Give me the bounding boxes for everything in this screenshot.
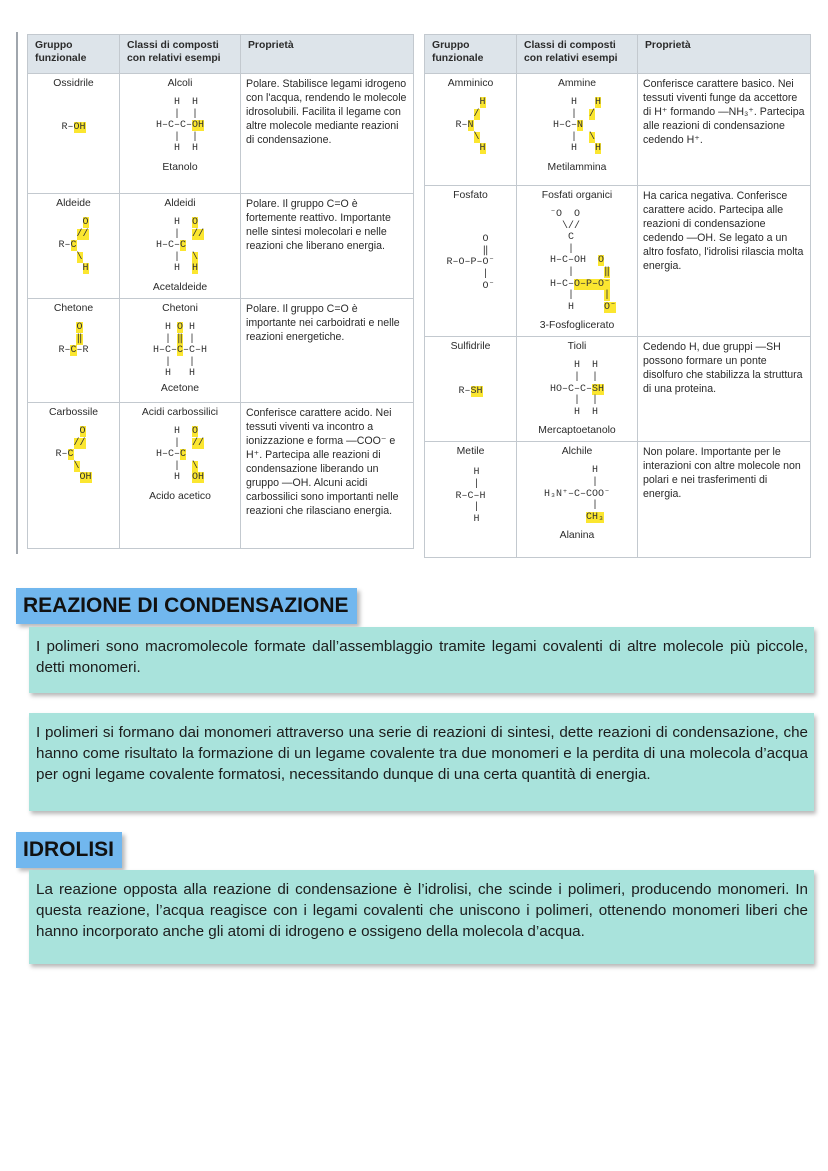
example-structure-acetaldeide: H O | // H–C–C | \ H H bbox=[155, 217, 205, 275]
group-cell bbox=[425, 337, 517, 442]
property-cell: Polare. Il gruppo C=O è importante nei carboidrati e nelle reazioni energetiche. bbox=[241, 298, 414, 402]
class-name: Alchile bbox=[561, 446, 593, 458]
class-cell bbox=[120, 74, 241, 194]
group-cell bbox=[28, 298, 120, 402]
group-name: Ossidrile bbox=[53, 78, 94, 89]
table-header-row bbox=[28, 35, 414, 74]
left-margin-rule bbox=[16, 32, 18, 554]
example-structure-alanina: H | H₃N⁺–C–COO⁻ | CH₃ bbox=[543, 465, 611, 523]
property-cell: Polare. Stabilisce legami idrogeno con l'acqua, rendendo le molecole idrosolubili. Facilita il legame con altre molecole mediante reazioni di condensazione. bbox=[241, 74, 414, 194]
table-row bbox=[28, 194, 414, 299]
class-cell bbox=[120, 402, 241, 548]
paragraph-condensazione: I polimeri si formano dai monomeri attraverso una serie di reazioni di sintesi, dette reazioni di condensazione, che hanno come risultato la formazione di un legame covalente tra due monomeri e la perdita di una molecola d’acqua per ogni legame covalente formatosi, necessitando dunque di una certa quantità di energia. bbox=[29, 713, 814, 811]
group-structure-ossidrile: R–OH bbox=[61, 122, 86, 134]
class-cell bbox=[517, 337, 638, 442]
group-structure-chetone: O ‖ R–C–R bbox=[58, 321, 89, 357]
group-name: Chetone bbox=[53, 302, 94, 314]
example-structure-mercaptoetanolo: H H | | HO–C–C–SH | | H H bbox=[549, 360, 605, 418]
table-row bbox=[425, 442, 811, 558]
group-structure-aldeide: O // R–C \ H bbox=[58, 217, 89, 275]
group-structure-amminico: H / R–N \ H bbox=[455, 97, 486, 155]
group-cell bbox=[425, 442, 517, 558]
table-row bbox=[28, 74, 414, 194]
group-name: Metile bbox=[456, 446, 485, 458]
class-cell bbox=[120, 298, 241, 402]
property-cell: Conferisce carattere basico. Nei tessuti viventi funge da accettore di H⁺ formando —NH₃⁺. Partecipa alle reazioni di condensazione cedendo H⁺. bbox=[638, 74, 811, 186]
group-name: Fosfato bbox=[453, 190, 488, 201]
table-row bbox=[425, 337, 811, 442]
section-title-condensazione: REAZIONE DI CONDENSAZIONE bbox=[16, 588, 357, 624]
property-cell: Cedendo H, due gruppi —SH possono formare un ponte disolfuro che stabilizza la struttura di una proteina. bbox=[638, 337, 811, 442]
table-row bbox=[28, 402, 414, 548]
example-structure-etanolo: H H | | H–C–C–OH | | H H bbox=[155, 97, 205, 155]
example-name: Acetone bbox=[160, 382, 200, 394]
class-cell bbox=[517, 74, 638, 186]
header-gruppo: Gruppo funzionale bbox=[425, 35, 517, 74]
class-name: Chetoni bbox=[162, 302, 198, 314]
group-name: Sulfidrile bbox=[450, 341, 491, 353]
group-structure-sulfidrile: R–SH bbox=[458, 385, 483, 397]
section-title-idrolisi: IDROLISI bbox=[16, 832, 122, 868]
property-cell: Polare. Il gruppo C=O è fortemente reattivo. Importante nelle sintesi molecolari e nelle reazioni che liberano energia. bbox=[241, 194, 414, 299]
property-cell: Conferisce carattere acido. Nei tessuti viventi va incontro a ionizzazione e forma —COO⁻ e H⁺. Partecipa alle reazioni di condensazione liberando un gruppo —OH. Alcuni acidi carbossilici sono importanti nelle reazioni che rilasciano energia. bbox=[241, 402, 414, 548]
class-name: Acidi carbossilici bbox=[141, 406, 219, 418]
table-header-row bbox=[425, 35, 811, 74]
example-name: Mercaptoetanolo bbox=[538, 425, 616, 437]
functional-groups-table-left bbox=[27, 34, 414, 549]
property-cell: Ha carica negativa. Conferisce carattere acido. Partecipa alle reazioni di condensazione cedendo —OH. Se legato a un altro fosfato, l'idrolisi rilascia molta energia. bbox=[638, 186, 811, 337]
group-name: Amminico bbox=[447, 78, 494, 89]
header-classi: Classi di composti con relativi esempi bbox=[517, 35, 638, 74]
header-proprieta: Proprietà bbox=[638, 35, 811, 74]
header-proprieta: Proprietà bbox=[241, 35, 414, 74]
group-cell bbox=[28, 74, 120, 194]
header-classi: Classi di composti con relativi esempi bbox=[120, 35, 241, 74]
table-row bbox=[28, 298, 414, 402]
header-gruppo: Gruppo funzionale bbox=[28, 35, 120, 74]
example-name: Metilammina bbox=[547, 161, 607, 173]
example-name: 3-Fosfoglicerato bbox=[539, 320, 615, 332]
example-name: Alanina bbox=[559, 530, 595, 542]
example-name: Etanolo bbox=[162, 161, 198, 173]
table-row bbox=[425, 74, 811, 186]
class-cell bbox=[517, 442, 638, 558]
paragraph-idrolisi: La reazione opposta alla reazione di condensazione è l’idrolisi, che scinde i polimeri, producendo monomeri. In questa reazione, l’acqua reagisce con i legami covalenti che uniscono i polimeri, ottenendo monomeri liberi che hanno incorporato anche gli atomi di idrogeno e ossigeno della molecola d’acqua. bbox=[29, 870, 814, 964]
class-cell bbox=[120, 194, 241, 299]
class-cell bbox=[517, 186, 638, 337]
example-name: Acido acetico bbox=[149, 490, 211, 502]
class-name: Ammine bbox=[557, 78, 597, 89]
group-name: Aldeide bbox=[56, 198, 91, 209]
group-structure-carbossile: O // R–C \ OH bbox=[55, 425, 92, 484]
example-structure-metilammina: H H | / H–C–N | \ H H bbox=[552, 97, 602, 155]
example-structure-acido-acetico: H O | // H–C–C | \ H OH bbox=[155, 425, 205, 484]
class-name: Fosfati organici bbox=[541, 190, 613, 201]
example-structure-acetone: H O H | ‖ | H–C–C–C–H | | H H bbox=[152, 321, 208, 380]
class-name: Alcoli bbox=[167, 78, 193, 89]
group-structure-metile: H | R–C–H | H bbox=[455, 467, 486, 525]
group-cell bbox=[425, 186, 517, 337]
functional-groups-table-right bbox=[424, 34, 811, 558]
paragraph-polimeri: I polimeri sono macromolecole formate dall’assemblaggio tramite legami covalenti di altre molecole più piccole, detti monomeri. bbox=[29, 627, 814, 693]
group-cell bbox=[425, 74, 517, 186]
group-cell bbox=[28, 402, 120, 548]
group-name: Carbossile bbox=[48, 406, 99, 418]
class-name: Aldeidi bbox=[164, 198, 196, 209]
group-cell bbox=[28, 194, 120, 299]
class-name: Tioli bbox=[567, 341, 587, 353]
table-row bbox=[425, 186, 811, 337]
example-name: Acetaldeide bbox=[152, 281, 208, 293]
example-structure-3-fosfoglicerato: ⁻O O \// C | H–C–OH O | ‖ H–C–O–P–O⁻ | | H O⁻ bbox=[549, 209, 617, 313]
property-cell: Non polare. Importante per le interazioni con altre molecole non polari e nei trasferimenti di energia. bbox=[638, 442, 811, 558]
group-structure-fosfato: O ‖ R–O–P–O⁻ | O⁻ bbox=[446, 234, 495, 292]
